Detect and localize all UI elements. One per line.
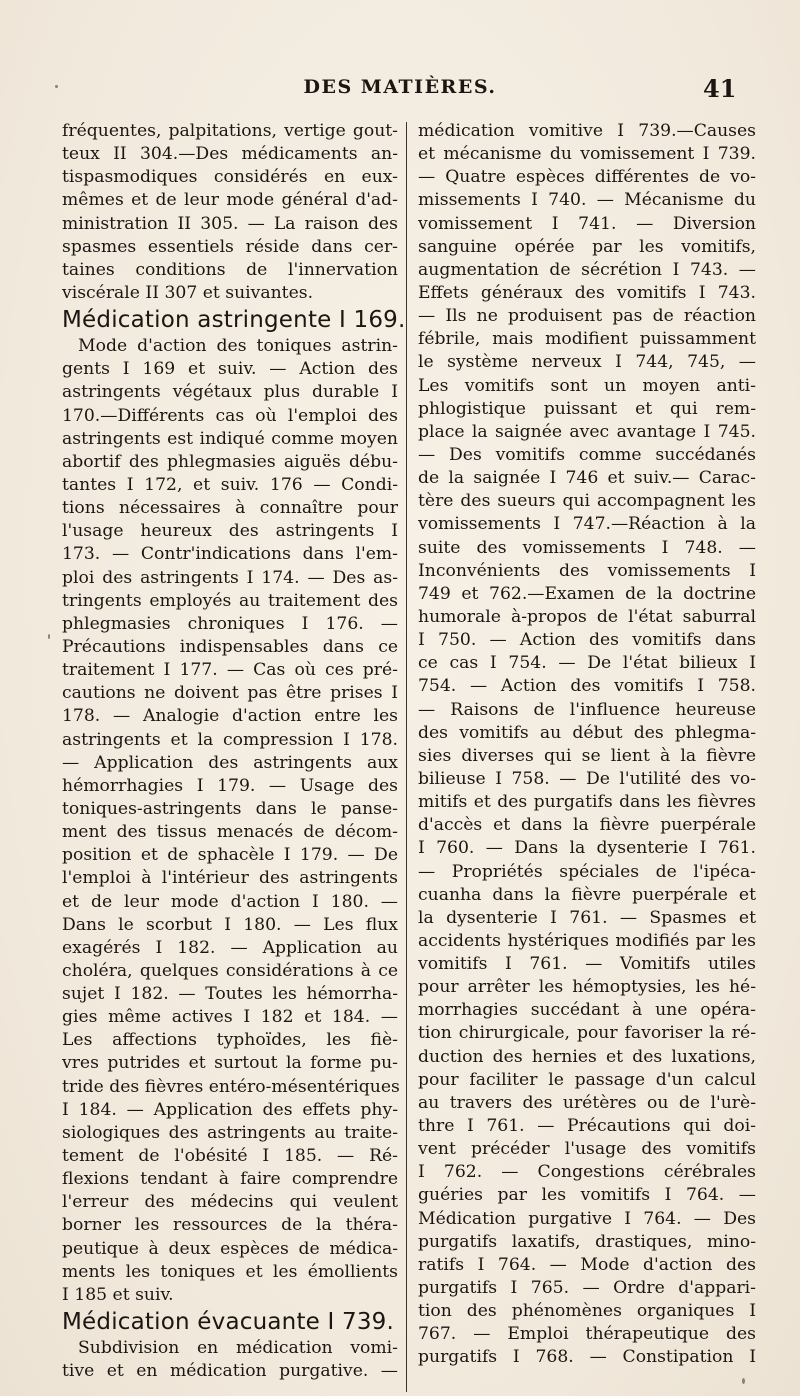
text-line: — Ils ne produisent pas de réaction — [418, 306, 756, 327]
text-line: d'accès et dans la fièvre puerpérale — [418, 815, 756, 836]
text-line: vomitifs I 761. — Vomitifs utiles — [418, 954, 756, 975]
text-line: — Quatre espèces différentes de vo- — [418, 167, 756, 188]
text-line: tement de l'obésité I 185. — Ré- — [62, 1146, 398, 1167]
section-heading: Médication évacuante I 739. — [62, 1309, 395, 1336]
text-line: 178. — Analogie d'action entre les — [62, 706, 398, 727]
text-line: teux II 304.—Des médicaments an- — [62, 144, 398, 165]
text-line: tère des sueurs qui accompagnent les — [418, 491, 756, 512]
text-line: thre I 761. — Précautions qui doi- — [418, 1116, 756, 1137]
text-line: vomissements I 747.—Réaction à la — [418, 514, 756, 535]
text-line: vent précéder l'usage des vomitifs — [418, 1139, 756, 1160]
left-column — [62, 120, 406, 1383]
text-line: I 762. — Congestions cérébrales — [418, 1162, 756, 1183]
text-line: sies diverses qui se lient à la fièvre — [418, 745, 756, 766]
paragraph-first-line: Mode d'action des toniques astrin- — [78, 336, 398, 357]
text-line: pour faciliter le passage d'un calcul — [418, 1069, 756, 1090]
text-line: gies même actives I 182 et 184. — — [62, 1007, 398, 1028]
text-line: tion des phénomènes organiques I — [418, 1301, 756, 1322]
text-line: spasmes essentiels réside dans cer- — [62, 236, 398, 257]
text-line: duction des hernies et des luxations, — [418, 1046, 756, 1067]
text-line: abortif des phlegmasies aiguës débu- — [62, 451, 398, 472]
text-line: médication vomitive I 739.—Causes — [418, 121, 756, 141]
text-line: augmentation de sécrétion I 743. — — [418, 259, 756, 280]
text-line: 170.—Différents cas où l'emploi des — [62, 405, 398, 426]
text-line: tantes I 172, et suiv. 176 — Condi- — [62, 474, 398, 495]
text-line: purgatifs laxatifs, drastiques, mino- — [418, 1231, 756, 1252]
text-line: 749 et 762.—Examen de la doctrine — [418, 583, 756, 604]
text-line: tride des fièvres entéro-mésentériques — [62, 1076, 400, 1097]
paragraph-last-line: I 185 et suiv. — [62, 1284, 174, 1305]
text-line: position et de sphacèle I 179. — De — [62, 845, 398, 866]
paper-speck — [48, 634, 50, 639]
text-line: vres putrides et surtout la forme pu- — [62, 1053, 398, 1074]
text-line: peutique à deux espèces de médica- — [62, 1238, 398, 1259]
text-line: cautions ne doivent pas être prises I — [62, 683, 398, 704]
text-line: ment des tissus menacés de décom- — [62, 822, 398, 843]
paper-speck — [55, 85, 58, 88]
page-number: 41 — [703, 74, 737, 103]
text-line: — Propriétés spéciales de l'ipéca- — [418, 861, 756, 882]
text-line: I 750. — Action des vomitifs dans — [418, 630, 756, 651]
text-line: guéries par les vomitifs I 764. — — [418, 1185, 756, 1206]
text-line: au travers des urétères ou de l'urè- — [418, 1092, 756, 1113]
text-line: Les vomitifs sont un moyen anti- — [418, 375, 756, 396]
text-line: Les affections typhoïdes, les fiè- — [62, 1030, 398, 1051]
text-line: 767. — Emploi thérapeutique des — [418, 1324, 756, 1345]
text-line: Inconvénients des vomissements I — [418, 560, 756, 581]
column-divider — [406, 122, 407, 1392]
text-line: le système nerveux I 744, 745, — — [418, 352, 756, 373]
text-line: place la saignée avec avantage I 745. — [418, 421, 756, 442]
text-line: humorale à-propos de l'état saburral — [418, 606, 756, 627]
text-line: Précautions indispensables dans ce — [62, 636, 398, 657]
text-line: I 760. — Dans la dysenterie I 761. — [418, 838, 756, 859]
right-column — [418, 120, 756, 1370]
paragraph-last-line: viscérale II 307 et suivantes. — [62, 282, 314, 303]
text-line: de la saignée I 746 et suiv.— Carac- — [418, 468, 756, 489]
text-line: Médication purgative I 764. — Des — [418, 1208, 756, 1229]
text-line: et mécanisme du vomissement I 739. — [418, 144, 756, 165]
text-line: phlogistique puissant et qui rem- — [418, 398, 756, 419]
text-line: Effets généraux des vomitifs I 743. — [418, 282, 756, 303]
text-line: fréquentes, palpitations, vertige gout- — [62, 121, 398, 141]
text-line: phlegmasies chroniques I 176. — — [62, 613, 398, 634]
text-line: et de leur mode d'action I 180. — — [62, 891, 398, 912]
text-line: siologiques des astringents au traite- — [62, 1122, 398, 1143]
text-line: 173. — Contr'indications dans l'em- — [62, 544, 398, 565]
text-line: tringents employés au traitement des — [62, 590, 398, 611]
text-line: astringents est indiqué comme moyen — [62, 428, 398, 449]
text-line: choléra, quelques considérations à ce — [62, 960, 398, 981]
text-line: borner les ressources de la théra- — [62, 1215, 398, 1236]
text-line: tive et en médication purgative. — — [62, 1361, 398, 1382]
paper-speck — [742, 1378, 745, 1384]
paragraph-first-line: Subdivision en médication vomi- — [78, 1338, 398, 1359]
text-line: vomissement I 741. — Diversion — [418, 213, 756, 234]
text-line: ministration II 305. — La raison des — [62, 213, 398, 234]
text-line: ratifs I 764. — Mode d'action des — [418, 1254, 756, 1275]
text-line: exagérés I 182. — Application au — [62, 937, 398, 958]
text-line: purgatifs I 765. — Ordre d'appari- — [418, 1278, 756, 1299]
text-line: l'usage heureux des astringents I — [62, 521, 398, 542]
text-line: purgatifs I 768. — Constipation I — [418, 1347, 756, 1368]
section-heading: Médication astringente I 169. — [62, 307, 406, 334]
text-line: taines conditions de l'innervation — [62, 259, 398, 280]
text-line: morrhagies succédant à une opéra- — [418, 1000, 756, 1021]
text-line: ments les toniques et les émollients — [62, 1261, 398, 1282]
text-line: 754. — Action des vomitifs I 758. — [418, 676, 756, 697]
text-line: sujet I 182. — Toutes les hémorrha- — [62, 984, 398, 1005]
text-line: toniques-astringents dans le panse- — [62, 798, 398, 819]
text-line: accidents hystériques modifiés par les — [418, 930, 756, 951]
text-line: — Des vomitifs comme succédanés — [418, 444, 756, 465]
text-line: l'erreur des médecins qui veulent — [62, 1192, 398, 1213]
text-line: mêmes et de leur mode général d'ad- — [62, 190, 398, 211]
text-line: ploi des astringents I 174. — Des as- — [62, 567, 398, 588]
text-line: sanguine opérée par les vomitifs, — [418, 236, 756, 257]
text-line: la dysenterie I 761. — Spasmes et — [418, 907, 756, 928]
text-line: des vomitifs au début des phlegma- — [418, 722, 756, 743]
text-line: suite des vomissements I 748. — — [418, 537, 756, 558]
text-line: flexions tendant à faire comprendre — [62, 1169, 398, 1190]
text-line: traitement I 177. — Cas où ces pré- — [62, 660, 398, 681]
text-line: mitifs et des purgatifs dans les fièvres — [418, 792, 756, 813]
text-line: hémorrhagies I 179. — Usage des — [62, 775, 398, 796]
text-line: cuanha dans la fièvre puerpérale et — [418, 884, 756, 905]
text-line: astringents et la compression I 178. — [62, 729, 398, 750]
text-line: missements I 740. — Mécanisme du — [418, 190, 756, 211]
text-line: tions nécessaires à connaître pour — [62, 498, 398, 519]
text-line: pour arrêter les hémoptysies, les hé- — [418, 977, 756, 998]
text-line: astringents végétaux plus durable I — [62, 382, 398, 403]
text-line: Dans le scorbut I 180. — Les flux — [62, 914, 398, 935]
text-line: l'emploi à l'intérieur des astringents — [62, 868, 398, 889]
running-title: DES MATIÈRES. — [303, 76, 497, 98]
text-line: tispasmodiques considérés en eux- — [62, 167, 398, 188]
text-line: gents I 169 et suiv. — Action des — [62, 359, 398, 380]
text-line: — Application des astringents aux — [62, 752, 398, 773]
text-line: fébrile, mais modifient puissamment — [418, 329, 756, 350]
text-line: bilieuse I 758. — De l'utilité des vo- — [418, 768, 756, 789]
text-line: — Raisons de l'influence heureuse — [418, 699, 756, 720]
text-line: ce cas I 754. — De l'état bilieux I — [418, 653, 756, 674]
text-line: tion chirurgicale, pour favoriser la ré- — [418, 1023, 756, 1044]
text-line: I 184. — Application des effets phy- — [62, 1099, 398, 1120]
running-header — [0, 74, 800, 104]
